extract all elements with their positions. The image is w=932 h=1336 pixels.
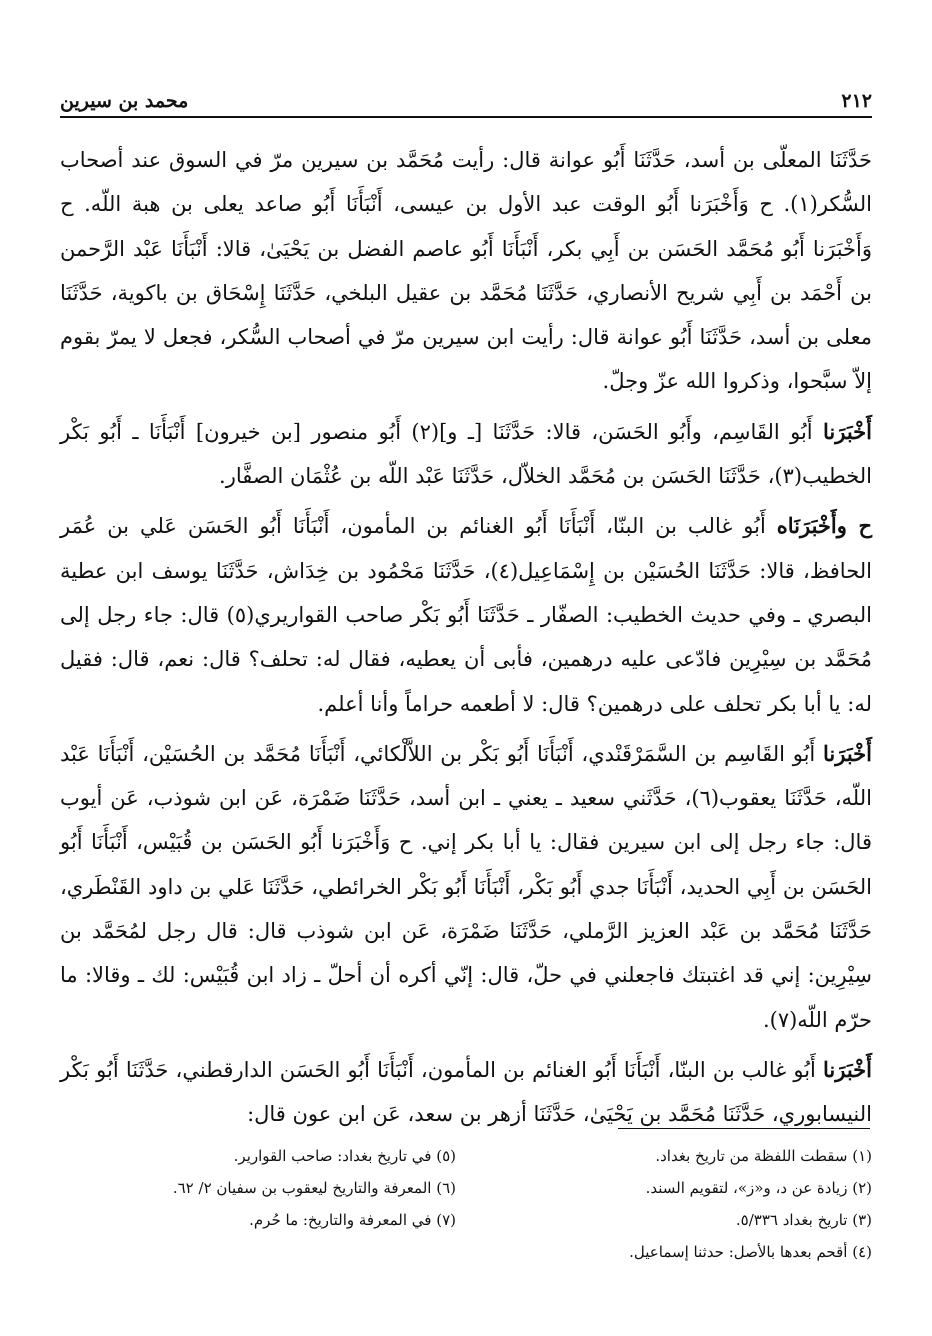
paragraph-lead: ح وأَخْبَرَنَاه (776, 513, 872, 539)
footnote: (٢) زيادة عن د، و«ز»، لتقويم السند. (645, 1179, 872, 1197)
footnote: (١) سقطت اللفظة من تاريخ بغداد. (655, 1147, 872, 1165)
paragraph (60, 1048, 872, 1137)
footnote: (٥) في تاريخ بغداد: صاحب القوارير. (233, 1147, 456, 1165)
header-rule (60, 116, 872, 118)
paragraph-text: أَبُو غالب بن البنّا، أَنْبَأَنَا أَبُو الغنائم بن المأمون، أَنْبَأَنَا أَبُو الحَسَن الدارقطني، حَدَّثَنَا أَبُو بَكْر النيسابوري، حَدَّثَنَا مُحَمَّد بن يَحْيَىٰ، حَدَّثَنَا أزهر بن سعد، عَن ابن عون قال: (60, 1057, 872, 1127)
footnotes-right-column (476, 1140, 872, 1268)
paragraph (60, 504, 872, 725)
paragraph (60, 410, 872, 499)
paragraph (60, 732, 872, 1042)
footnotes-left-column (60, 1140, 456, 1268)
footnote: (٦) المعرفة والتاريخ ليعقوب بن سفيان ٢/ ٦٢. (172, 1179, 456, 1197)
footnote: (٣) تاريخ بغداد ٥/٣٣٦. (735, 1211, 872, 1229)
footnote: (٤) أقحم بعدها بالأصل: حدثنا إسماعيل. (629, 1243, 872, 1261)
page-number: ٢١٢ (841, 90, 872, 112)
paragraph (60, 138, 872, 404)
footnote-rule (618, 1128, 870, 1129)
footnote: (٧) في المعرفة والتاريخ: ما حُرم. (249, 1211, 456, 1229)
main-text (60, 138, 872, 1143)
paragraph-text: أَبُو القَاسِم، وأَبُو الحَسَن، قالا: حَدَّثَنَا [ـ و](٢) أَبُو منصور [بن خيرون] أَنْبَأَنَا ـ أَبُو بَكْر الخطيب(٣)، حَدَّثَنَا الحَسَن بن مُحَمَّد الخلاّل، حَدَّثَنَا عَبْد اللّه بن عُثْمَان الصفَّار. (60, 419, 872, 489)
paragraph-text: حَدَّثَنَا المعلّى بن أسد، حَدَّثَنَا أَبُو عوانة قال: رأيت مُحَمَّد بن سيرين مرّ في السوق عند أصحاب السُّكر(١). ح وَأَخْبَرَنا أَبُو الوقت عبد الأول بن عيسى، أَنْبَأَنَا أَبُو صاعد يعلى بن هبة اللّه. ح وَأَخْبَرَنا أَبُو مُحَمَّد الحَسَن بن أَبِي بكر، أَنْبَأَنَا أَبُو عاصم الفضل بن يَحْيَىٰ، قالا: أَنْبَأَنَا عَبْد الرَّحمن بن أَحْمَد بن أَبِي شريح الأنصاري، حَدَّثَنَا مُحَمَّد بن عقيل البلخي، حَدَّثَنَا إِسْحَاق بن باكوية، حَدَّثَنَا معلى بن أسد، حَدَّثَنَا أَبُو عوانة قال: رأيت ابن سيرين مرّ في أصحاب السُّكر، فجعل لا يمرّ بقوم إلاّ سبَّحوا، وذكروا الله عزّ وجلّ. (60, 148, 872, 394)
paragraph-text: أَبُو غالب بن البنّا، أَنْبَأَنَا أَبُو الغنائم بن المأمون، أَنْبَأَنَا أَبُو الحَسَن عَلي بن عُمَر الحافظ، قالا: حَدَّثَنَا الحُسَيْن بن إِسْمَاعِيل(٤)، حَدَّثَنَا مَحْمُود بن خِدَاش، حَدَّثَنَا يوسف ابن عطية البصري ـ وفي حديث الخطيب: الصفّار ـ حَدَّثَنَا أَبُو بَكْر صاحب القواريري(٥) قال: جاء رجل إلى مُحَمَّد بن سِيْرِين فادّعى عليه درهمين، فأبى أن يعطيه، فقال له: تحلف؟ قال: نعم، قال: فقيل له: يا أبا بكر تحلف على درهمين؟ قال: لا أطعمه حراماً وأنا أعلم. (60, 514, 872, 716)
paragraph-lead: أَخْبَرَنا (823, 740, 872, 766)
paragraph-lead: أَخْبَرَنا (823, 1056, 872, 1082)
footnotes (60, 1140, 872, 1268)
paragraph-lead: أَخْبَرَنا (823, 418, 872, 444)
running-title: محمد بن سيرين (60, 90, 189, 112)
page-header (60, 72, 872, 112)
paragraph-text: أَبُو القَاسِم بن السَّمَرْقَنْدي، أَنْبَأَنَا أَبُو بَكْر بن اللاَّلْكائي، أَنْبَأَنَا مُحَمَّد بن الحُسَيْن، أَنْبَأَنَا عَبْد اللّه، حَدَّثَنَا يعقوب(٦)، حَدَّثَني سعيد ـ يعني ـ ابن أسد، حَدَّثَنَا ضَمْرَة، عَن ابن شوذب، عَن أيوب قال: جاء رجل إلى ابن سيرين فقال: يا أبا بكر إني. ح وَأَخْبَرَنا أَبُو الحَسَن بن قُبَيْس، أَنْبَأَنَا أَبُو الحَسَن بن أَبِي الحديد، أَنْبَأَنَا جدي أَبُو بَكْر، أَنْبَأَنَا أَبُو بَكْر الخرائطي، حَدَّثَنَا عَلي بن داود القَنْطَري، حَدَّثَنَا مُحَمَّد بن عَبْد العزيز الرَّملي، حَدَّثَنَا ضَمْرَة، عَن ابن شوذب قال: قال رجل لمُحَمَّد بن سِيْرِين: إني قد اغتبتك فاجعلني في حلّ، قال: إنّي أكره أن أحلّ ـ زاد ابن قُبَيْس: لك ـ وقالا: ما حرّم اللّه(٧). (60, 741, 872, 1032)
